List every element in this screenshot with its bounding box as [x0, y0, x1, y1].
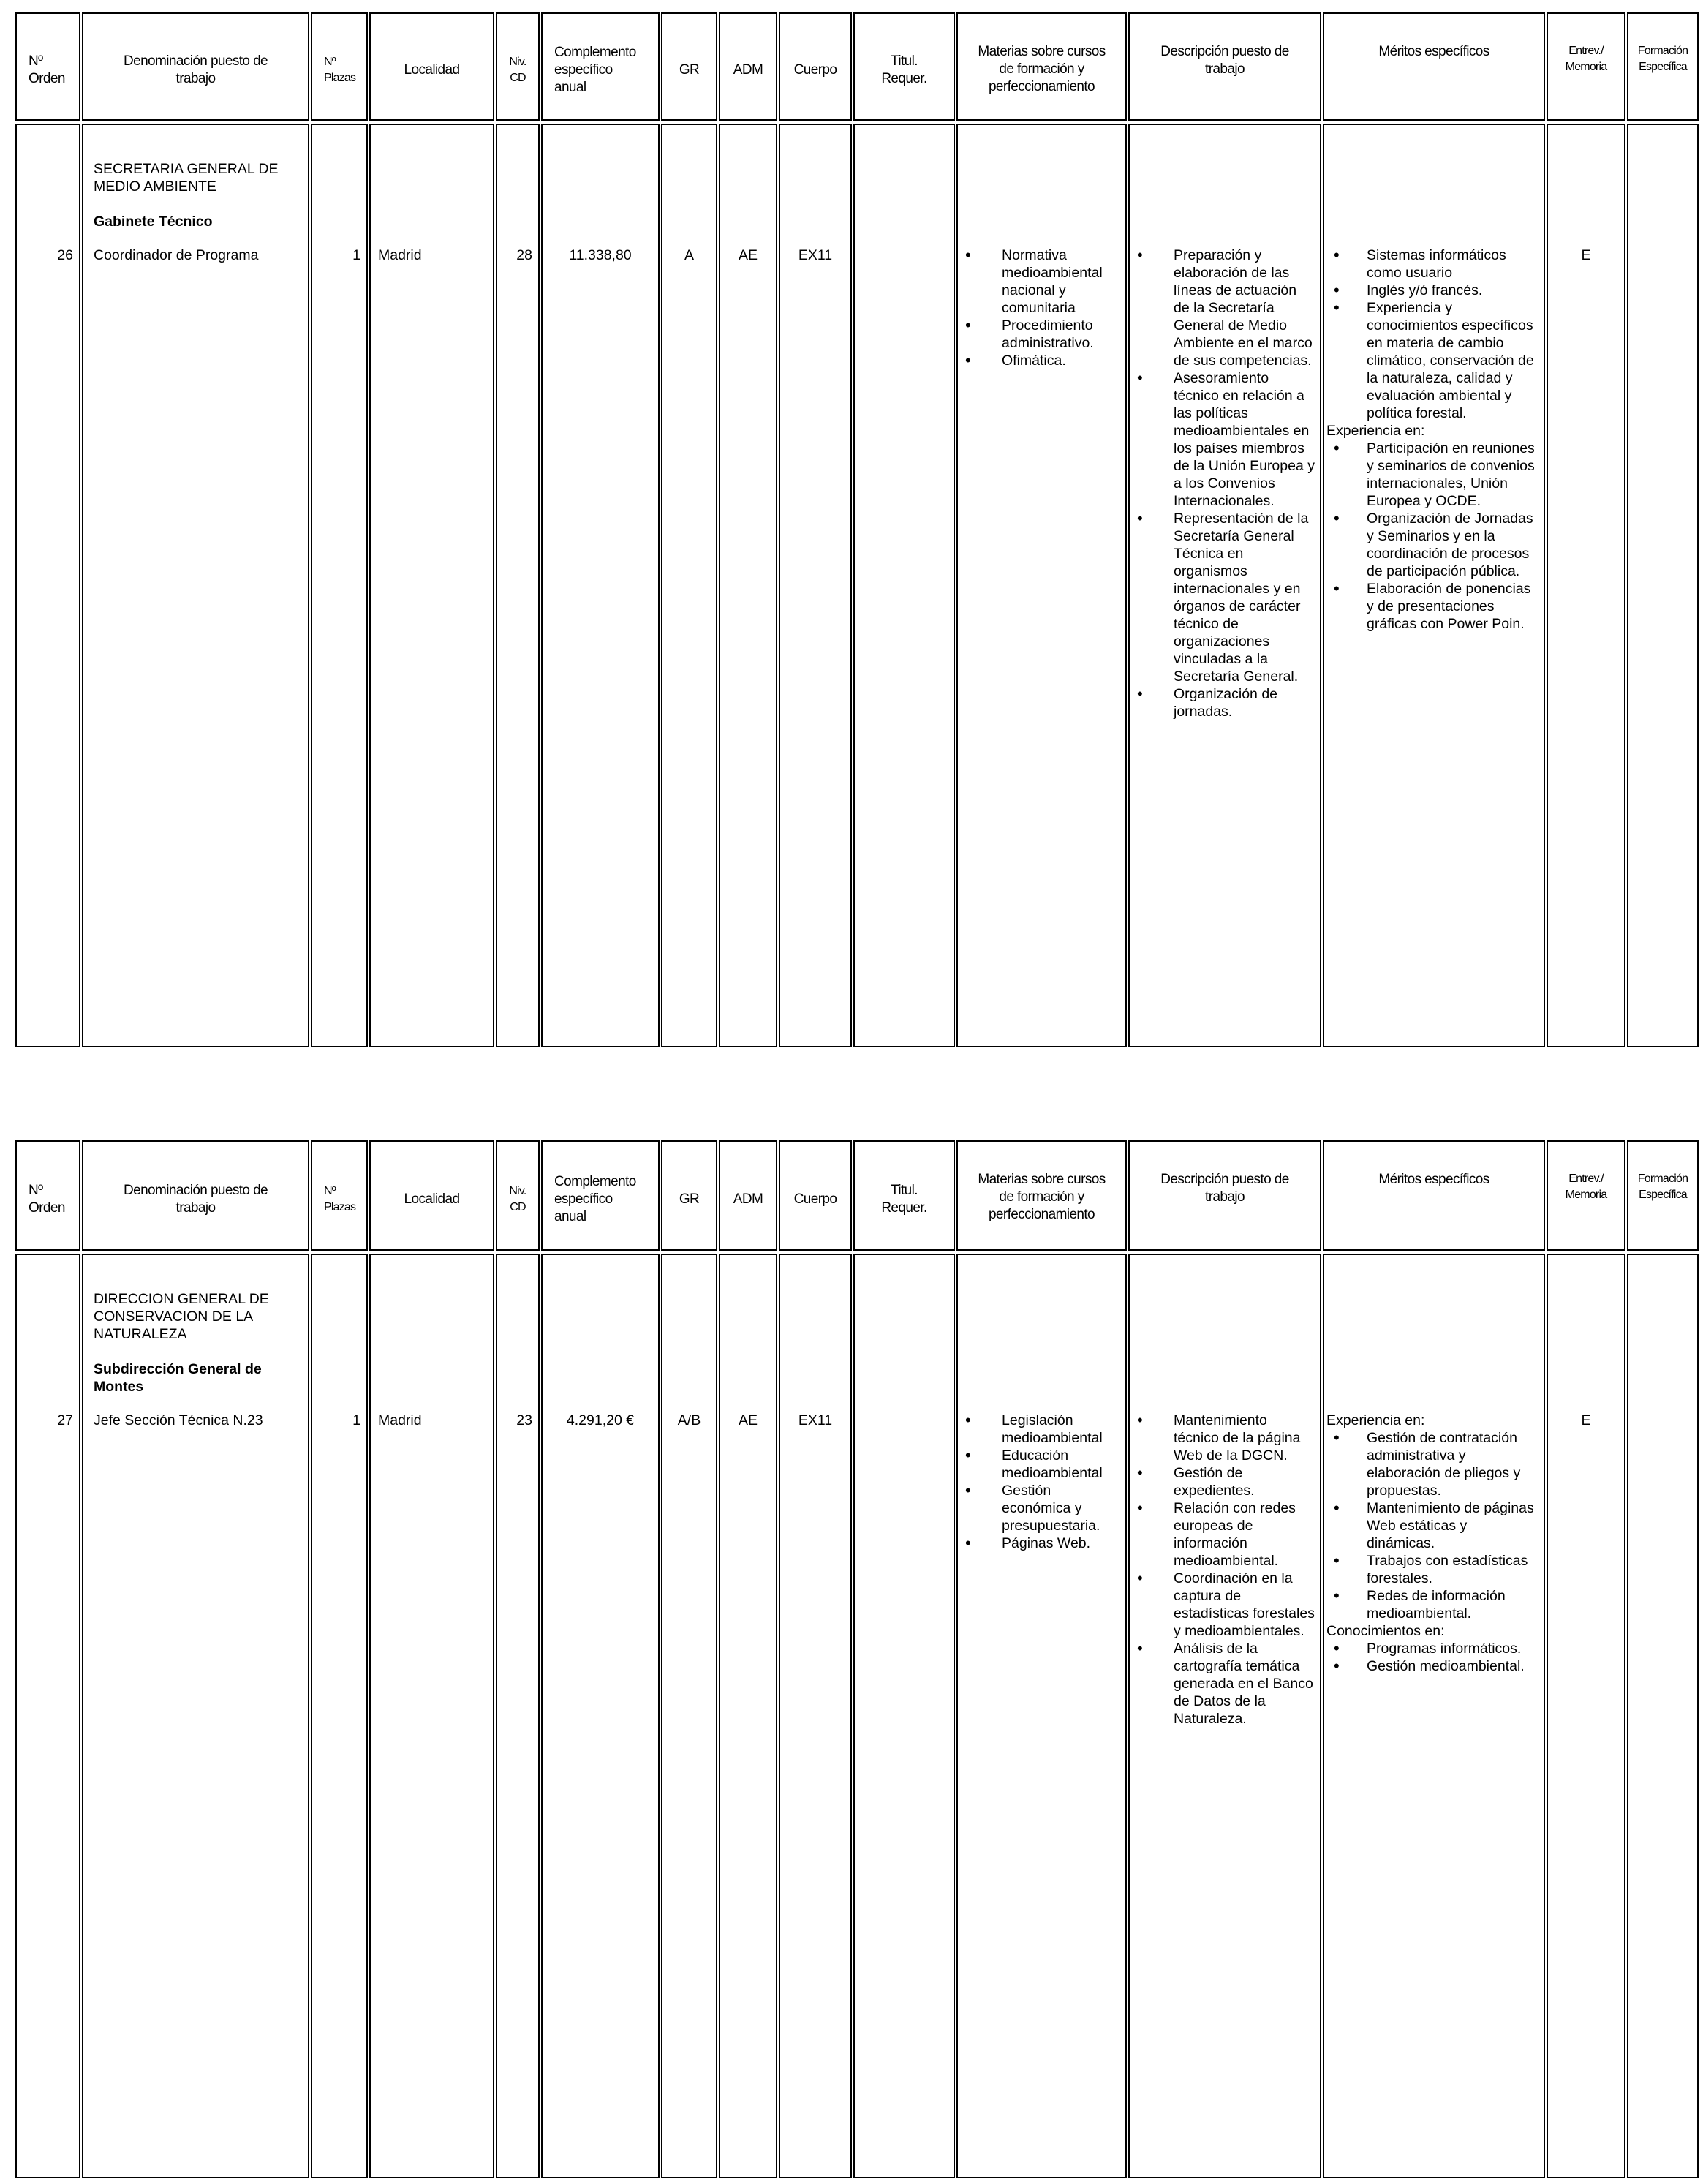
column-header-entrevista: Entrev./ Memoria: [1547, 12, 1625, 121]
cell-localidad: [369, 124, 494, 1047]
unit-name: SECRETARIA GENERAL DE MEDIO AMBIENTE: [94, 161, 279, 195]
column-header-position-name: Denominación puesto de trabajo: [82, 1140, 309, 1251]
localidad-value: Madrid: [378, 247, 422, 263]
cell-localidad: [369, 1254, 494, 2178]
entrevista-value: E: [1581, 1412, 1591, 1428]
column-header-position-name: Denominación puesto de trabajo: [82, 12, 309, 121]
descripcion-item: • Mantenimiento técnico de la página Web de la DGCN.: [1130, 1412, 1315, 1464]
column-header-adm: ADM: [719, 1140, 777, 1251]
cell-materias: [956, 1254, 1127, 2178]
column-header-order: Nº Orden: [15, 1140, 80, 1251]
meritos-item: • Sistemas informáticos como usuario: [1326, 246, 1536, 282]
column-header-complemento: Complemento específico anual: [541, 12, 660, 121]
cuerpo-value: EX11: [798, 247, 833, 263]
cuerpo-value: EX11: [798, 1412, 833, 1428]
cell-position-name: [82, 1254, 309, 2178]
column-header-complemento: Complemento específico anual: [541, 1140, 660, 1251]
subunit-name: Gabinete Técnico: [94, 214, 213, 230]
adm-value: AE: [738, 247, 758, 263]
cell-titulacion: [853, 124, 955, 1047]
descripcion-item: • Análisis de la cartografía temática generada en el Banco de Datos de la Naturaleza.: [1130, 1640, 1315, 1728]
cell-formacion: [1627, 1254, 1699, 2178]
cell-entrevista: [1547, 124, 1625, 1047]
subunit-name: Subdirección General de Montes: [94, 1361, 262, 1395]
nivel-cd-value: 28: [516, 247, 532, 263]
plazas-value: 1: [352, 247, 360, 263]
localidad-value: Madrid: [378, 1412, 422, 1428]
column-header-materias: Materias sobre cursos de formación y perfeccionamiento: [956, 1140, 1127, 1251]
meritos-list: [1326, 246, 1541, 422]
column-header-plazas: Nº Plazas: [311, 12, 368, 121]
column-header-nivel-cd: Niv. CD: [496, 1140, 540, 1251]
cell-complemento: [541, 1254, 660, 2178]
meritos-item: • Participación en reuniones y seminarios de convenios internacionales, Unión Europea y OCDE.: [1326, 440, 1536, 510]
column-header-descripcion: Descripción puesto de trabajo: [1128, 12, 1321, 121]
cell-order: [15, 124, 80, 1047]
cell-formacion: [1627, 124, 1699, 1047]
position-name-value: Jefe Sección Técnica N.23: [94, 1412, 263, 1428]
meritos-item: • Gestión medioambiental.: [1326, 1657, 1536, 1675]
materias-item: • Normativa medioambiental nacional y comunitaria: [958, 246, 1121, 317]
cell-gr: [661, 124, 717, 1047]
cell-nivel-cd: [496, 1254, 540, 2178]
entrevista-value: E: [1581, 247, 1591, 263]
cell-materias: [956, 124, 1127, 1047]
descripcion-list: [1130, 1412, 1320, 1728]
cell-titulacion: [853, 1254, 955, 2178]
meritos-item: • Trabajos con estadísticas forestales.: [1326, 1552, 1536, 1587]
meritos-heading: Conocimientos en:: [1326, 1623, 1445, 1639]
column-header-meritos: Méritos específicos: [1323, 12, 1545, 121]
column-header-descripcion: Descripción puesto de trabajo: [1128, 1140, 1321, 1251]
column-header-entrevista: Entrev./ Memoria: [1547, 1140, 1625, 1251]
column-header-localidad: Localidad: [369, 1140, 494, 1251]
column-header-gr: GR: [661, 12, 717, 121]
meritos-list: [1326, 440, 1541, 633]
meritos-item: • Experiencia y conocimientos específicos en materia de cambio climático, conservación de la naturaleza, calidad y evaluación ambiental y política forestal.: [1326, 299, 1536, 422]
order-value: 26: [57, 247, 73, 263]
meritos-item: • Elaboración de ponencias y de presentaciones gráficas con Power Poin.: [1326, 580, 1536, 633]
cell-plazas: [311, 124, 368, 1047]
column-header-cuerpo: Cuerpo: [779, 1140, 852, 1251]
cell-adm: [719, 124, 777, 1047]
cell-descripcion: [1128, 124, 1321, 1047]
column-header-formacion: Formación Específica: [1627, 12, 1699, 121]
position-name-value: Coordinador de Programa: [94, 247, 259, 263]
cell-meritos: [1323, 1254, 1545, 2178]
column-header-adm: ADM: [719, 12, 777, 121]
materias-item: • Gestión económica y presupuestaria.: [958, 1482, 1121, 1535]
meritos-list: [1326, 1640, 1541, 1675]
descripcion-item: • Coordinación en la captura de estadísticas forestales y medioambientales.: [1130, 1570, 1315, 1640]
materias-list: [958, 1412, 1125, 1552]
cell-position-name: [82, 124, 309, 1047]
column-header-plazas: Nº Plazas: [311, 1140, 368, 1251]
meritos-heading: Experiencia en:: [1326, 1412, 1425, 1428]
meritos-item: • Mantenimiento de páginas Web estáticas y dinámicas.: [1326, 1499, 1536, 1552]
materias-item: • Ofimática.: [958, 352, 1121, 369]
column-header-materias: Materias sobre cursos de formación y perfeccionamiento: [956, 12, 1127, 121]
materias-item: • Legislación medioambiental: [958, 1412, 1121, 1447]
cell-order: [15, 1254, 80, 2178]
materias-item: • Educación medioambiental: [958, 1447, 1121, 1482]
cell-nivel-cd: [496, 124, 540, 1047]
gr-value: A/B: [677, 1412, 701, 1428]
nivel-cd-value: 23: [516, 1412, 532, 1428]
meritos-heading: Experiencia en:: [1326, 423, 1425, 439]
meritos-item: • Programas informáticos.: [1326, 1640, 1536, 1657]
descripcion-item: • Relación con redes europeas de información medioambiental.: [1130, 1499, 1315, 1570]
descripcion-list: [1130, 246, 1320, 720]
unit-name: DIRECCION GENERAL DE CONSERVACION DE LA NATURALEZA: [94, 1291, 269, 1342]
cell-entrevista: [1547, 1254, 1625, 2178]
meritos-item: • Organización de Jornadas y Seminarios y en la coordinación de procesos de participación pública.: [1326, 510, 1536, 580]
materias-list: [958, 246, 1125, 369]
descripcion-item: • Preparación y elaboración de las líneas de actuación de la Secretaría General de Medio Ambiente en el marco de sus competencias.: [1130, 246, 1315, 369]
meritos-list: [1326, 1429, 1541, 1622]
cell-gr: [661, 1254, 717, 2178]
order-value: 27: [57, 1412, 73, 1428]
column-header-formacion: Formación Específica: [1627, 1140, 1699, 1251]
cell-cuerpo: [779, 1254, 852, 2178]
column-header-titulacion: Titul. Requer.: [853, 12, 955, 121]
descripcion-item: • Gestión de expedientes.: [1130, 1464, 1315, 1499]
complemento-value: 11.338,80: [569, 247, 632, 263]
cell-plazas: [311, 1254, 368, 2178]
column-header-cuerpo: Cuerpo: [779, 12, 852, 121]
cell-cuerpo: [779, 124, 852, 1047]
plazas-value: 1: [352, 1412, 360, 1428]
descripcion-item: • Representación de la Secretaría General Técnica en organismos internacionales y en órganos de carácter técnico de organizaciones vinculadas a la Secretaría General.: [1130, 510, 1315, 685]
meritos-item: • Redes de información medioambiental.: [1326, 1587, 1536, 1622]
column-header-localidad: Localidad: [369, 12, 494, 121]
gr-value: A: [684, 247, 694, 263]
meritos-item: • Gestión de contratación administrativa y elaboración de pliegos y propuestas.: [1326, 1429, 1536, 1499]
cell-adm: [719, 1254, 777, 2178]
column-header-nivel-cd: Niv. CD: [496, 12, 540, 121]
cell-complemento: [541, 124, 660, 1047]
column-header-meritos: Méritos específicos: [1323, 1140, 1545, 1251]
materias-item: • Páginas Web.: [958, 1535, 1121, 1552]
complemento-value: 4.291,20 €: [566, 1412, 635, 1428]
adm-value: AE: [738, 1412, 758, 1428]
descripcion-item: • Organización de jornadas.: [1130, 685, 1315, 720]
materias-item: • Procedimiento administrativo.: [958, 317, 1121, 352]
column-header-gr: GR: [661, 1140, 717, 1251]
column-header-order: Nº Orden: [15, 12, 80, 121]
column-header-titulacion: Titul. Requer.: [853, 1140, 955, 1251]
cell-descripcion: [1128, 1254, 1321, 2178]
descripcion-item: • Asesoramiento técnico en relación a las políticas medioambientales en los países miembros de la Unión Europea y a los Convenios Internacionales.: [1130, 369, 1315, 510]
cell-meritos: [1323, 124, 1545, 1047]
meritos-item: • Inglés y/ó francés.: [1326, 282, 1536, 299]
